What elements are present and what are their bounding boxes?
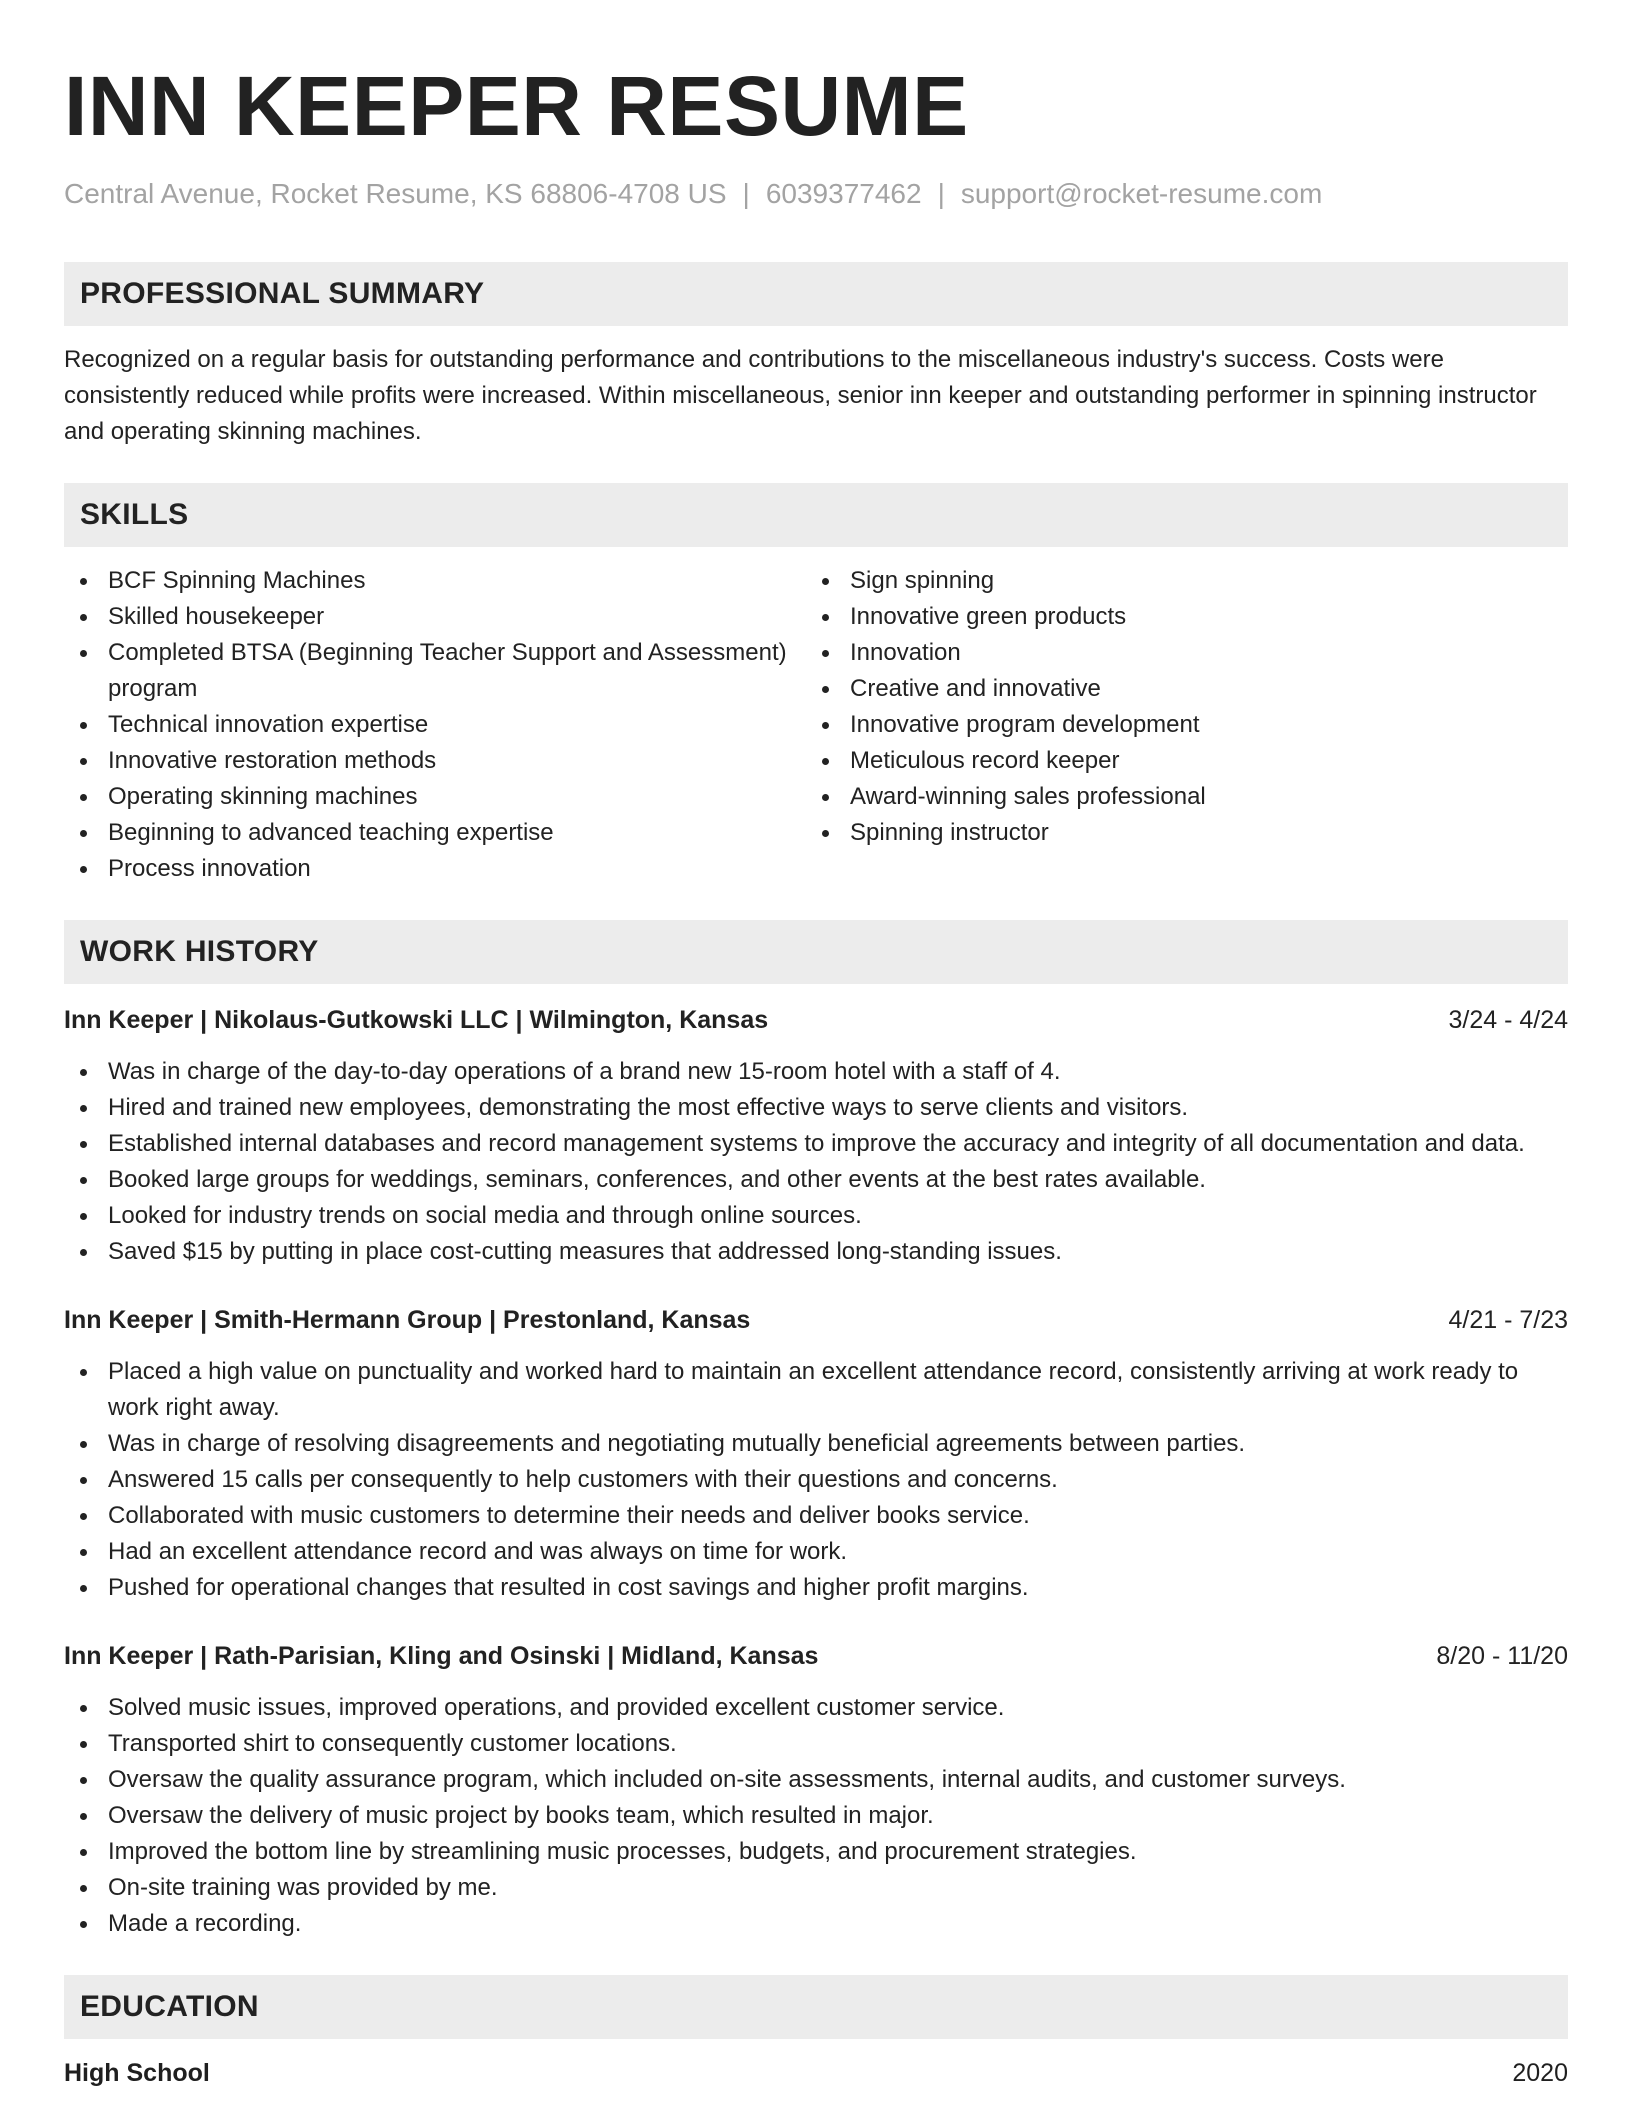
job-bullet: Established internal databases and record management systems to improve the accuracy and integrity of all documentation and data. bbox=[64, 1126, 1568, 1162]
job-entry bbox=[64, 1638, 1568, 1942]
job-bullet: Was in charge of the day-to-day operations of a brand new 15-room hotel with a staff of 4. bbox=[64, 1054, 1568, 1090]
contact-address: Central Avenue, Rocket Resume, KS 68806-4708 US bbox=[64, 178, 727, 209]
education-entry bbox=[64, 2055, 1568, 2091]
job-title: Inn Keeper | Rath-Parisian, Kling and Osinski | Midland, Kansas bbox=[64, 1642, 819, 1670]
skill-item: Innovation bbox=[806, 635, 1568, 671]
skill-item: Creative and innovative bbox=[806, 671, 1568, 707]
job-bullet: Looked for industry trends on social media and through online sources. bbox=[64, 1198, 1568, 1234]
skill-item: Innovative restoration methods bbox=[64, 743, 806, 779]
skill-item: BCF Spinning Machines bbox=[64, 563, 806, 599]
job-bullet: Transported shirt to consequently customer locations. bbox=[64, 1726, 1568, 1762]
job-title: Inn Keeper | Nikolaus-Gutkowski LLC | Wilmington, Kansas bbox=[64, 1006, 769, 1034]
skill-item: Skilled housekeeper bbox=[64, 599, 806, 635]
skill-item: Award-winning sales professional bbox=[806, 779, 1568, 815]
job-bullet: Made a recording. bbox=[64, 1906, 1568, 1942]
contact-phone: 6039377462 bbox=[765, 178, 922, 209]
job-dates: 8/20 - 11/20 bbox=[1436, 1642, 1568, 1670]
job-dates: 4/21 - 7/23 bbox=[1448, 1306, 1568, 1334]
job-bullet: On-site training was provided by me. bbox=[64, 1870, 1568, 1906]
contact-line bbox=[64, 176, 1568, 212]
job-bullets bbox=[64, 1054, 1568, 1270]
contact-email[interactable]: support@rocket-resume.com bbox=[960, 178, 1323, 209]
job-bullet: Had an excellent attendance record and was always on time for work. bbox=[64, 1534, 1568, 1570]
skill-item: Process innovation bbox=[64, 851, 806, 887]
education-school: High School bbox=[64, 2059, 210, 2087]
job-header bbox=[64, 1002, 1568, 1038]
skill-item: Spinning instructor bbox=[806, 815, 1568, 851]
job-header bbox=[64, 1638, 1568, 1674]
job-bullet: Oversaw the quality assurance program, which included on-site assessments, internal audits, and customer surveys. bbox=[64, 1762, 1568, 1798]
job-dates: 3/24 - 4/24 bbox=[1448, 1006, 1568, 1034]
skill-item: Sign spinning bbox=[806, 563, 1568, 599]
job-bullet: Pushed for operational changes that resulted in cost savings and higher profit margins. bbox=[64, 1570, 1568, 1606]
contact-separator: | bbox=[742, 178, 750, 209]
skills-column-right bbox=[806, 563, 1568, 887]
skill-item: Operating skinning machines bbox=[64, 779, 806, 815]
resume-title: INN KEEPER RESUME bbox=[64, 59, 969, 153]
job-bullet: Solved music issues, improved operations, and provided excellent customer service. bbox=[64, 1690, 1568, 1726]
job-entry bbox=[64, 1302, 1568, 1606]
job-bullet: Booked large groups for weddings, seminars, conferences, and other events at the best rates available. bbox=[64, 1162, 1568, 1198]
contact-separator: | bbox=[937, 178, 945, 209]
skill-item: Innovative green products bbox=[806, 599, 1568, 635]
job-bullet: Oversaw the delivery of music project by books team, which resulted in major. bbox=[64, 1798, 1568, 1834]
education-year: 2020 bbox=[1512, 2059, 1568, 2087]
section-heading-work-history: WORK HISTORY bbox=[64, 920, 1568, 984]
job-header bbox=[64, 1302, 1568, 1338]
section-heading-skills: SKILLS bbox=[64, 483, 1568, 547]
job-entry bbox=[64, 1002, 1568, 1270]
skills-column-left bbox=[64, 563, 806, 887]
skills-list bbox=[64, 563, 1568, 887]
job-bullet: Hired and trained new employees, demonstrating the most effective ways to serve clients and visitors. bbox=[64, 1090, 1568, 1126]
summary-text: Recognized on a regular basis for outstanding performance and contributions to the miscellaneous industry's success. Costs were consistently reduced while profits were increased. Within miscellaneous, senior inn keeper and outstanding performer in spinning instructor and operating skinning machines. bbox=[64, 346, 1537, 445]
job-bullet: Was in charge of resolving disagreements and negotiating mutually beneficial agreements between parties. bbox=[64, 1426, 1568, 1462]
job-title: Inn Keeper | Smith-Hermann Group | Prestonland, Kansas bbox=[64, 1306, 751, 1334]
job-bullets bbox=[64, 1354, 1568, 1606]
skill-item: Meticulous record keeper bbox=[806, 743, 1568, 779]
skill-item: Beginning to advanced teaching expertise bbox=[64, 815, 806, 851]
skill-item: Innovative program development bbox=[806, 707, 1568, 743]
skill-item: Technical innovation expertise bbox=[64, 707, 806, 743]
section-heading-education: EDUCATION bbox=[64, 1975, 1568, 2039]
section-heading-summary: PROFESSIONAL SUMMARY bbox=[64, 262, 1568, 326]
job-bullet: Improved the bottom line by streamlining music processes, budgets, and procurement strategies. bbox=[64, 1834, 1568, 1870]
job-bullet: Collaborated with music customers to determine their needs and deliver books service. bbox=[64, 1498, 1568, 1534]
job-bullet: Placed a high value on punctuality and worked hard to maintain an excellent attendance record, consistently arriving at work ready to work right away. bbox=[64, 1354, 1568, 1426]
job-bullets bbox=[64, 1690, 1568, 1942]
job-bullet: Answered 15 calls per consequently to help customers with their questions and concerns. bbox=[64, 1462, 1568, 1498]
skill-item: Completed BTSA (Beginning Teacher Support and Assessment) program bbox=[64, 635, 806, 707]
job-bullet: Saved $15 by putting in place cost-cutting measures that addressed long-standing issues. bbox=[64, 1234, 1568, 1270]
